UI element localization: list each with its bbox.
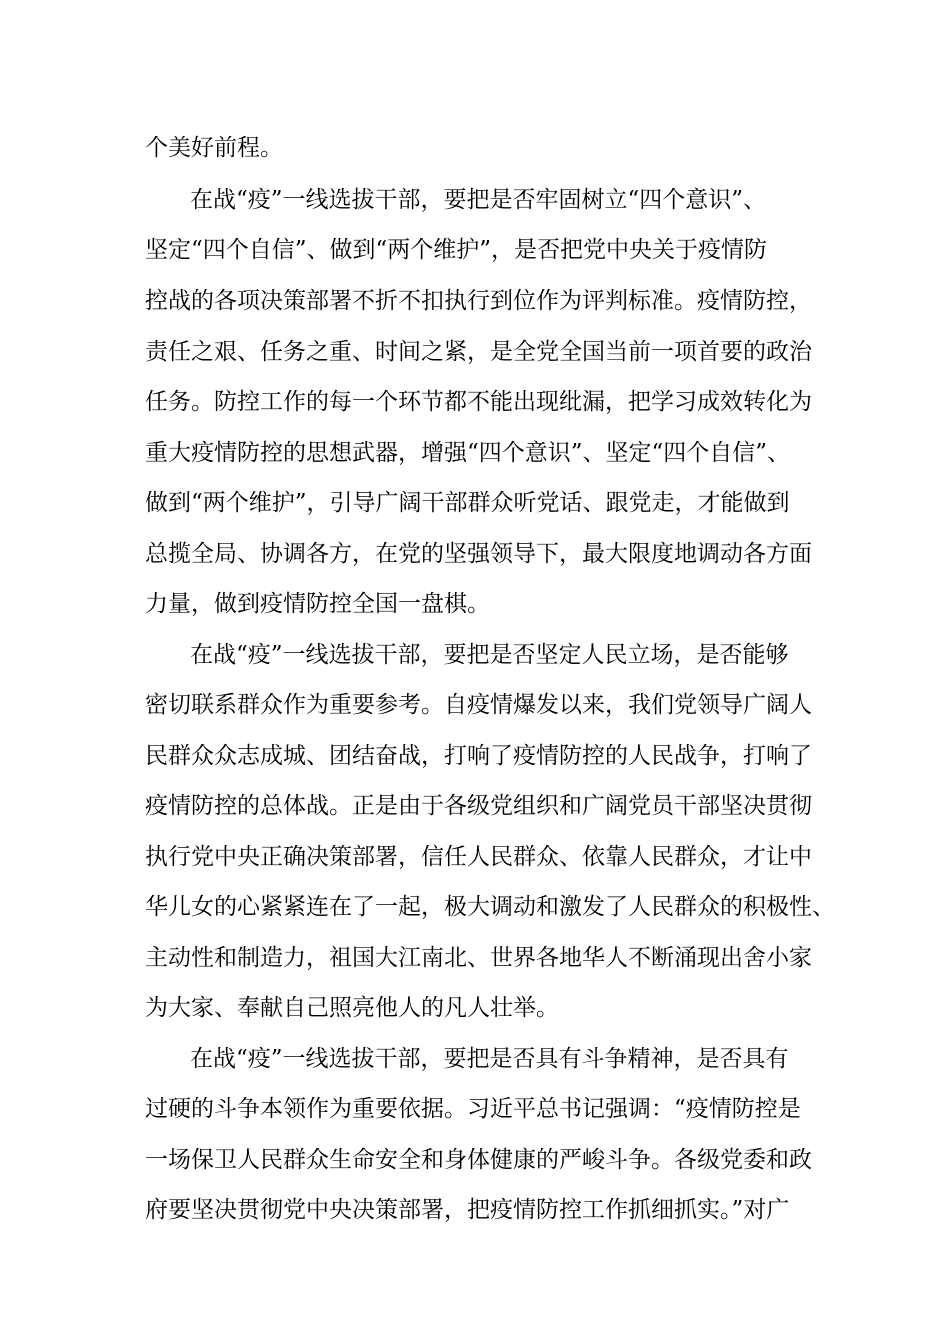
text-line: 责任之艰、任务之重、时间之紧，是全党全国当前一项首要的政治 [145,339,812,365]
text-line: 任务。防控工作的每一个环节都不能出现纰漏，把学习成效转化为 [145,389,812,415]
text-line: 一场保卫人民群众生命安全和身体健康的严峻斗争。各级党委和政 [145,1147,812,1173]
text-line: 力量，做到疫情防控全国一盘棋。 [145,591,490,617]
text-line: 过硬的斗争本领作为重要依据。习近平总书记强调：“疫情防控是 [145,1096,801,1122]
text-line: 为大家、奉献自己照亮他人的凡人壮举。 [145,995,559,1021]
text-line: 重大疫情防控的思想武器，增强“四个意识”、坚定“四个自信”、 [145,440,791,466]
text-line: 在战“疫”一线选拔干部，要把是否具有斗争精神，是否具有 [190,1046,789,1072]
text-line: 控战的各项决策部署不折不扣执行到位作为评判标准。疫情防控， [145,288,812,314]
text-line: 做到“两个维护”，引导广阔干部群众听党话、跟党走，才能做到 [145,490,790,516]
text-line: 主动性和制造力，祖国大江南北、世界各地华人不断涌现出舍小家 [145,945,812,971]
text-line: 执行党中央正确决策部署，信任人民群众、依靠人民群众，才让中 [145,844,812,870]
text-line: 在战“疫”一线选拔干部，要把是否坚定人民立场，是否能够 [190,642,789,668]
text-line: 民群众众志成城、团结奋战，打响了疫情防控的人民战争，打响了 [145,743,812,769]
text-line: 府要坚决贯彻党中央决策部署，把疫情防控工作抓细抓实。”对广 [145,1197,790,1223]
text-line: 密切联系群众作为重要参考。自疫情爆发以来，我们党领导广阔人 [145,692,812,718]
text-line: 总揽全局、协调各方，在党的坚强领导下，最大限度地调动各方面 [145,541,812,567]
text-line: 在战“疫”一线选拔干部，要把是否牢固树立“四个意识”、 [190,187,767,213]
text-line: 疫情防控的总体战。正是由于各级党组织和广阔党员干部坚决贯彻 [145,793,812,819]
text-line: 华儿女的心紧紧连在了一起，极大调动和激发了人民群众的积极性、 [145,894,835,920]
text-line: 个美好前程。 [145,135,283,161]
text-line: 坚定“四个自信”、做到“两个维护”，是否把党中央关于疫情防 [145,237,768,263]
